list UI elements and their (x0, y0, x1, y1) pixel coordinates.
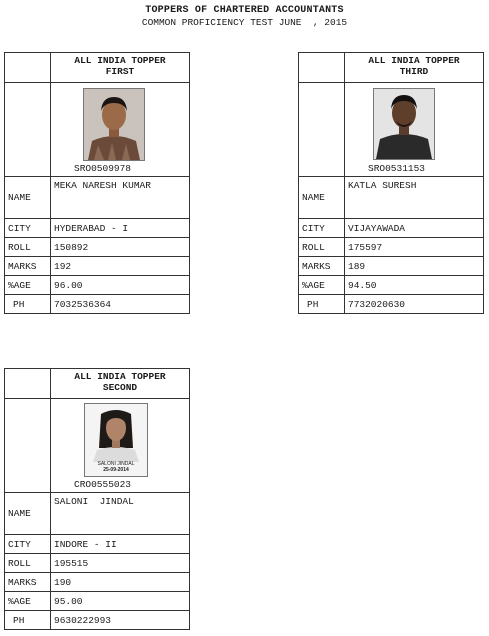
label-city: CITY (5, 219, 51, 238)
roll-value: 150892 (51, 238, 190, 257)
label-marks: MARKS (5, 573, 51, 592)
phone-value: 7732020630 (345, 295, 484, 314)
topper-card-second (4, 368, 190, 630)
person-portrait-icon (374, 89, 434, 159)
label-name: NAME (5, 177, 51, 219)
label-city: CITY (5, 535, 51, 554)
registration-number: SRO0509978 (74, 163, 132, 174)
marks-value: 190 (51, 573, 190, 592)
student-name: SALONI JINDAL (51, 493, 190, 535)
label-percentage: %AGE (299, 276, 345, 295)
person-portrait-icon (84, 89, 144, 160)
registration-number: CRO0555023 (74, 479, 132, 490)
label-roll: ROLL (5, 238, 51, 257)
marks-value: 189 (345, 257, 484, 276)
marks-value: 192 (51, 257, 190, 276)
label-phone: PH (5, 295, 51, 314)
card-heading: ALL INDIA TOPPER FIRST (51, 53, 190, 83)
percentage-value: 96.00 (51, 276, 190, 295)
topper-card-third (298, 52, 484, 314)
city-value: INDORE - II (51, 535, 190, 554)
percentage-value: 95.00 (51, 592, 190, 611)
roll-value: 175597 (345, 238, 484, 257)
label-phone: PH (5, 611, 51, 630)
label-city: CITY (299, 219, 345, 238)
page-title: TOPPERS OF CHARTERED ACCOUNTANTS (145, 5, 344, 16)
card-heading: ALL INDIA TOPPER SECOND (51, 369, 190, 399)
phone-value: 9630222993 (51, 611, 190, 630)
student-photo (373, 88, 435, 160)
student-photo (84, 403, 148, 477)
photo-caption: SALONI JINDAL 25-09-2014 (97, 461, 135, 473)
label-name: NAME (299, 177, 345, 219)
label-roll: ROLL (5, 554, 51, 573)
student-photo (83, 88, 145, 161)
city-value: VIJAYAWADA (345, 219, 484, 238)
phone-value: 7032536364 (51, 295, 190, 314)
student-name: KATLA SURESH (345, 177, 484, 219)
percentage-value: 94.50 (345, 276, 484, 295)
label-marks: MARKS (299, 257, 345, 276)
page-subtitle: COMMON PROFICIENCY TEST JUNE , 2015 (141, 17, 348, 28)
registration-number: SRO0531153 (368, 163, 426, 174)
label-percentage: %AGE (5, 276, 51, 295)
label-name: NAME (5, 493, 51, 535)
topper-card-first (4, 52, 190, 314)
roll-value: 195515 (51, 554, 190, 573)
label-roll: ROLL (299, 238, 345, 257)
card-heading: ALL INDIA TOPPER THIRD (345, 53, 484, 83)
student-name: MEKA NARESH KUMAR (51, 177, 190, 219)
label-phone: PH (299, 295, 345, 314)
city-value: HYDERABAD - I (51, 219, 190, 238)
label-marks: MARKS (5, 257, 51, 276)
label-percentage: %AGE (5, 592, 51, 611)
